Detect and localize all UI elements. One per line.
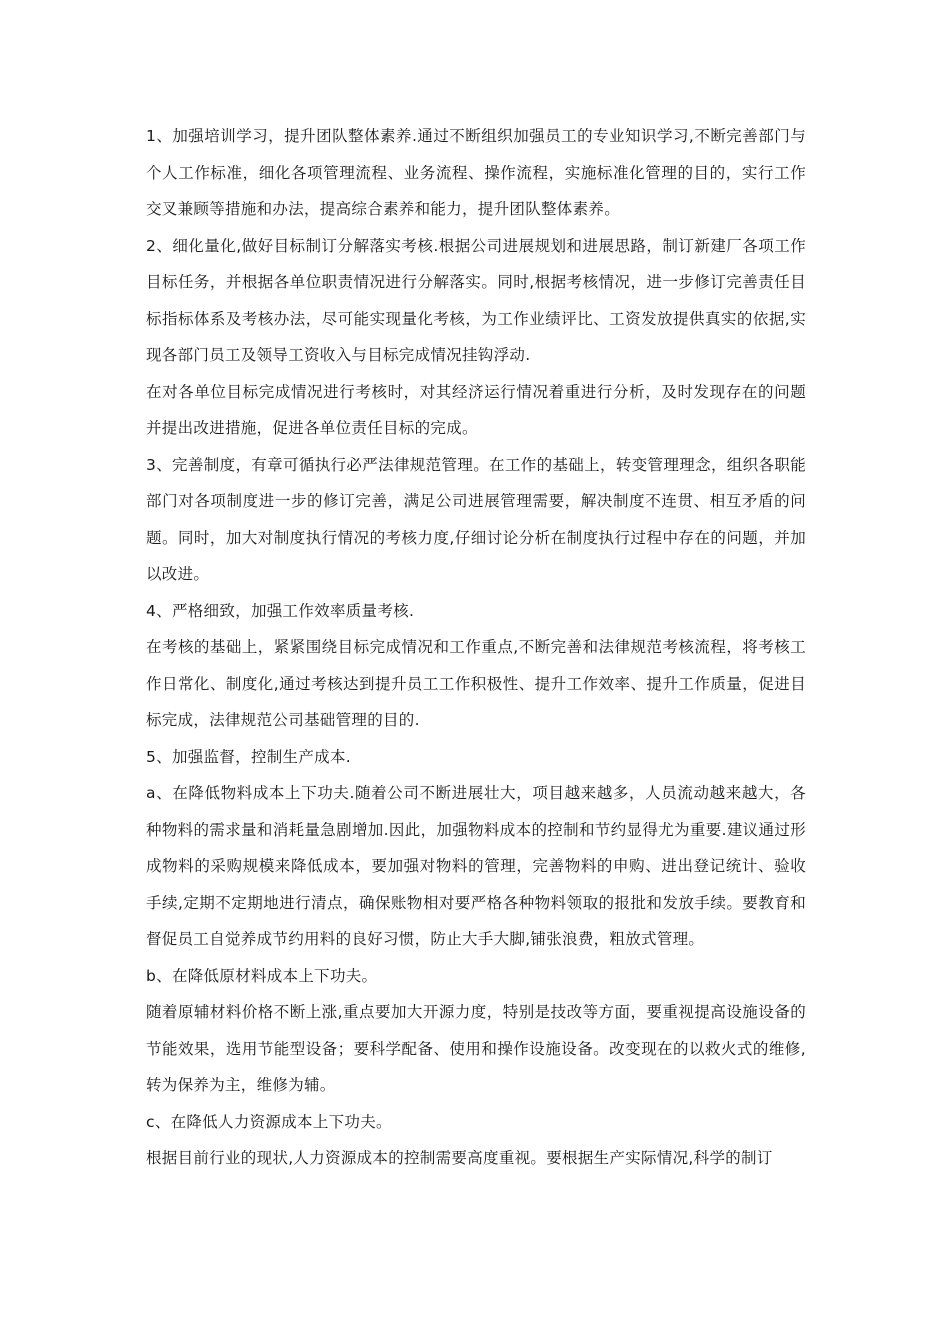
paragraph-item-4-body: 在考核的基础上，紧紧围绕目标完成情况和工作重点,不断完善和法律规范考核流程，将考核工作日常化、制度化,通过考核达到提升员工工作积极性、提升工作效率、提升工作质量，促进目标完成，法律规范公司基础管理的目的.: [146, 638, 806, 729]
paragraph-item-5b-heading: b、在降低原材料成本上下功夫。: [146, 966, 378, 985]
document-body: [146, 118, 806, 1177]
paragraph-item-1: 1、加强培训学习，提升团队整体素养.通过不断组织加强员工的专业知识学习,不断完善部门与个人工作标准，细化各项管理流程、业务流程、操作流程，实施标准化管理的目的，实行工作交叉兼顾等措施和办法，提高综合素养和能力，提升团队整体素养。: [146, 127, 806, 218]
paragraph-item-4-heading: 4、严格细致，加强工作效率质量考核.: [146, 601, 415, 620]
paragraph-item-2: 2、细化量化,做好目标制订分解落实考核.根据公司进展规划和进展思路，制订新建厂各项工作目标任务，并根据各单位职责情况进行分解落实。同时,根据考核情况，进一步修订完善责任目标指标体系及考核办法，尽可能实现量化考核，为工作业绩评比、工资发放提供真实的依据,实现各部门员工及领导工资收入与目标完成情况挂钩浮动.: [146, 236, 806, 364]
paragraph-item-2-continued: 在对各单位目标完成情况进行考核时，对其经济运行情况着重进行分析，及时发现存在的问题并提出改进措施，促进各单位责任目标的完成。: [146, 382, 806, 437]
paragraph-item-3: 3、完善制度，有章可循执行必严法律规范管理。在工作的基础上，转变管理理念，组织各职能部门对各项制度进一步的修订完善，满足公司进展管理需要，解决制度不连贯、相互矛盾的问题。同时，加大对制度执行情况的考核力度,仔细讨论分析在制度执行过程中存在的问题，并加以改进。: [146, 455, 806, 583]
paragraph-item-5b-body: 随着原辅材料价格不断上涨,重点要加大开源力度，特别是技改等方面，要重视提高设施设备的节能效果，选用节能型设备；要科学配备、使用和操作设施设备。改变现在的以救火式的维修,转为保养为主，维修为辅。: [146, 1003, 806, 1094]
paragraph-item-5a: a、在降低物料成本上下功夫.随着公司不断进展壮大，项目越来越多，人员流动越来越大，各种物料的需求量和消耗量急剧增加.因此，加强物料成本的控制和节约显得尤为重要.建议通过形成物料的采购规模来降低成本，要加强对物料的管理，完善物料的申购、进出登记统计、验收手续,定期不定期地进行清点，确保账物相对要严格各种物料领取的报批和发放手续。要教育和督促员工自觉养成节约用料的良好习惯，防止大手大脚,铺张浪费，粗放式管理。: [146, 784, 806, 948]
paragraph-item-5-heading: 5、加强监督，控制生产成本.: [146, 747, 351, 766]
paragraph-item-5c-body: 根据目前行业的现状,人力资源成本的控制需要高度重视。要根据生产实际情况,科学的制订: [146, 1149, 773, 1167]
paragraph-item-5c-heading: c、在降低人力资源成本上下功夫。: [146, 1112, 392, 1131]
